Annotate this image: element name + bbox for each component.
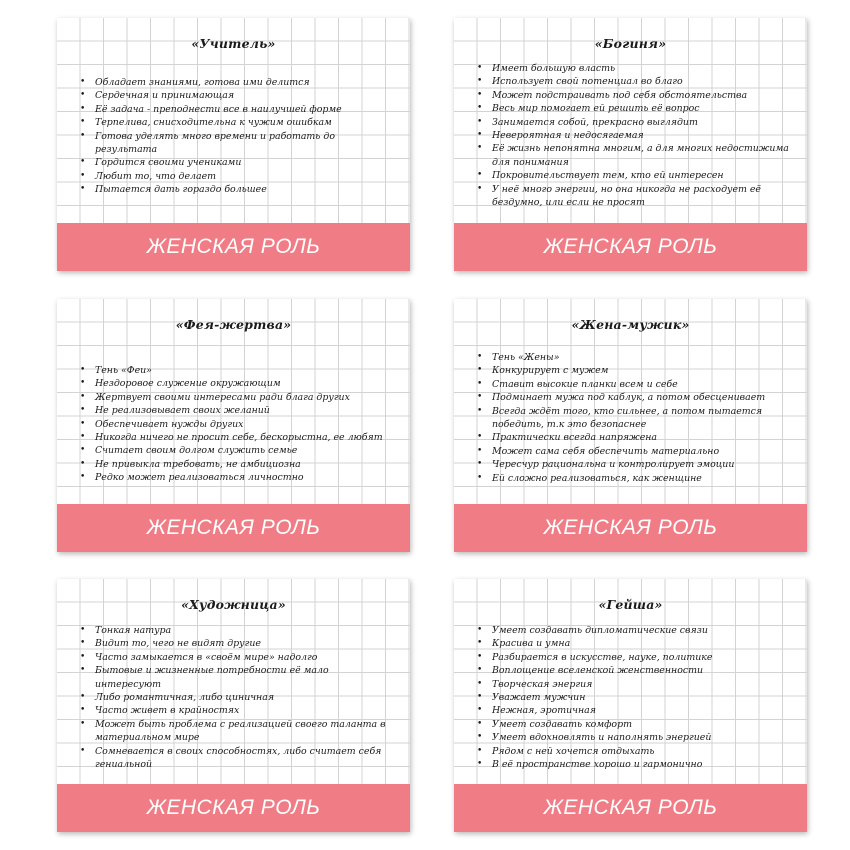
card-footer: ЖЕНСКАЯ РОЛЬ	[57, 504, 410, 552]
list-item: • Обеспечивает нужды других	[95, 418, 396, 431]
list-item: • Никогда ничего не просит себе, бескорыстна, ее любят	[95, 431, 396, 444]
list-item: • Её жизнь непонятна многим, а для многих недостижима для понимания	[492, 142, 793, 169]
list-item: • Практически всегда напряжена	[492, 431, 793, 444]
list-item: • Занимается собой, прекрасно выглядит	[492, 116, 793, 129]
list-item: • Конкурирует с мужем	[492, 364, 793, 377]
list-item: • Готова уделять много времени и работать до результата	[95, 130, 396, 157]
list-item: • В её пространстве хорошо и гармонично	[492, 758, 793, 771]
list-item: • Терпелива, снисходительна к чужим ошибкам	[95, 116, 396, 129]
list-item: • Разбирается в искусстве, науке, политике	[492, 651, 793, 664]
list-item: • Умеет создавать комфорт	[492, 718, 793, 731]
list-item: • Нежная, эротичная	[492, 704, 793, 717]
list-item: • Бытовые и жизненные потребности её мало интересуют	[95, 664, 396, 691]
card-footer: ЖЕНСКАЯ РОЛЬ	[454, 784, 807, 832]
list-item: • Жертвует своими интересами ради блага других	[95, 391, 396, 404]
role-card-artist	[57, 579, 410, 832]
role-card-fairy-victim	[57, 299, 410, 552]
trait-list	[81, 624, 396, 771]
list-item: • Редко может реализоваться личностно	[95, 471, 396, 484]
list-item: • Любит то, что делает	[95, 170, 396, 183]
card-title: «Гейша»	[598, 597, 663, 612]
list-item: • Творческая энергия	[492, 678, 793, 691]
list-item: • Всегда ждёт того, кто сильнее, а потом пытается победить, т.к это безопаснее	[492, 405, 793, 432]
list-item: • Либо романтичная, либо циничная	[95, 691, 396, 704]
list-item: • Ставит высокие планки всем и себе	[492, 378, 793, 391]
list-item: • Тень «Феи»	[95, 364, 396, 377]
list-item: • Нездоровое служение окружающим	[95, 377, 396, 390]
list-item: • Пытается дать гораздо большее	[95, 183, 396, 196]
role-card-goddess	[454, 18, 807, 271]
list-item: • Имеет большую власть	[492, 62, 793, 75]
role-card-wife-man	[454, 299, 807, 552]
list-item: • Может сама себя обеспечить материально	[492, 445, 793, 458]
trait-list	[478, 62, 793, 209]
list-item: • Умеет вдохновлять и наполнять энергией	[492, 731, 793, 744]
list-item: • Красива и умна	[492, 637, 793, 650]
list-item: • Видит то, чего не видят другие	[95, 637, 396, 650]
card-title: «Учитель»	[191, 36, 276, 51]
list-item: • Может подстраивать под себя обстоятельства	[492, 89, 793, 102]
list-item: • Может быть проблема с реализацией своего таланта в материальном мире	[95, 718, 396, 745]
list-item: • Сердечная и принимающая	[95, 89, 396, 102]
list-item: • Ей сложно реализоваться, как женщине	[492, 472, 793, 485]
trait-list	[478, 624, 793, 771]
trait-list	[478, 351, 793, 485]
list-item: • Часто живет в крайностях	[95, 704, 396, 717]
list-item: • Тонкая натура	[95, 624, 396, 637]
list-item: • Не реализовывает своих желаний	[95, 404, 396, 417]
card-title: «Жена-мужик»	[571, 317, 690, 332]
role-card-geisha	[454, 579, 807, 832]
list-item: • Подминает мужа под каблук, а потом обесценивает	[492, 391, 793, 404]
card-footer: ЖЕНСКАЯ РОЛЬ	[57, 223, 410, 271]
list-item: • Часто замыкается в «своём мире» надолго	[95, 651, 396, 664]
list-item: • Покровительствует тем, кто ей интересен	[492, 169, 793, 182]
list-item: • Уважает мужчин	[492, 691, 793, 704]
list-item: • Использует свой потенциал во благо	[492, 75, 793, 88]
list-item: • Рядом с ней хочется отдыхать	[492, 745, 793, 758]
card-title: «Художница»	[181, 597, 286, 612]
list-item: • Тень «Жены»	[492, 351, 793, 364]
list-item: • Обладает знаниями, готова ими делится	[95, 76, 396, 89]
card-footer: ЖЕНСКАЯ РОЛЬ	[454, 504, 807, 552]
trait-list	[81, 364, 396, 485]
list-item: • У неё много энергии, но она никогда не расходует её бездумно, или если не просят	[492, 183, 793, 210]
list-item: • Гордится своими учениками	[95, 156, 396, 169]
card-title: «Фея-жертва»	[175, 317, 292, 332]
card-title: «Богиня»	[594, 36, 667, 51]
list-item: • Её задача - преподнести все в наилучшей форме	[95, 103, 396, 116]
list-item: • Чересчур рациональна и контролирует эмоции	[492, 458, 793, 471]
card-footer: ЖЕНСКАЯ РОЛЬ	[57, 784, 410, 832]
list-item: • Не привыкла требовать, не амбициозна	[95, 458, 396, 471]
role-card-teacher	[57, 18, 410, 271]
list-item: • Умеет создавать дипломатические связи	[492, 624, 793, 637]
list-item: • Воплощение вселенской женственности	[492, 664, 793, 677]
list-item: • Весь мир помогает ей решить её вопрос	[492, 102, 793, 115]
list-item: • Невероятная и недосягаемая	[492, 129, 793, 142]
trait-list	[81, 76, 396, 197]
list-item: • Считает своим долгом служить семье	[95, 444, 396, 457]
card-footer: ЖЕНСКАЯ РОЛЬ	[454, 223, 807, 271]
list-item: • Сомневается в своих способностях, либо считает себя гениальной	[95, 745, 396, 772]
